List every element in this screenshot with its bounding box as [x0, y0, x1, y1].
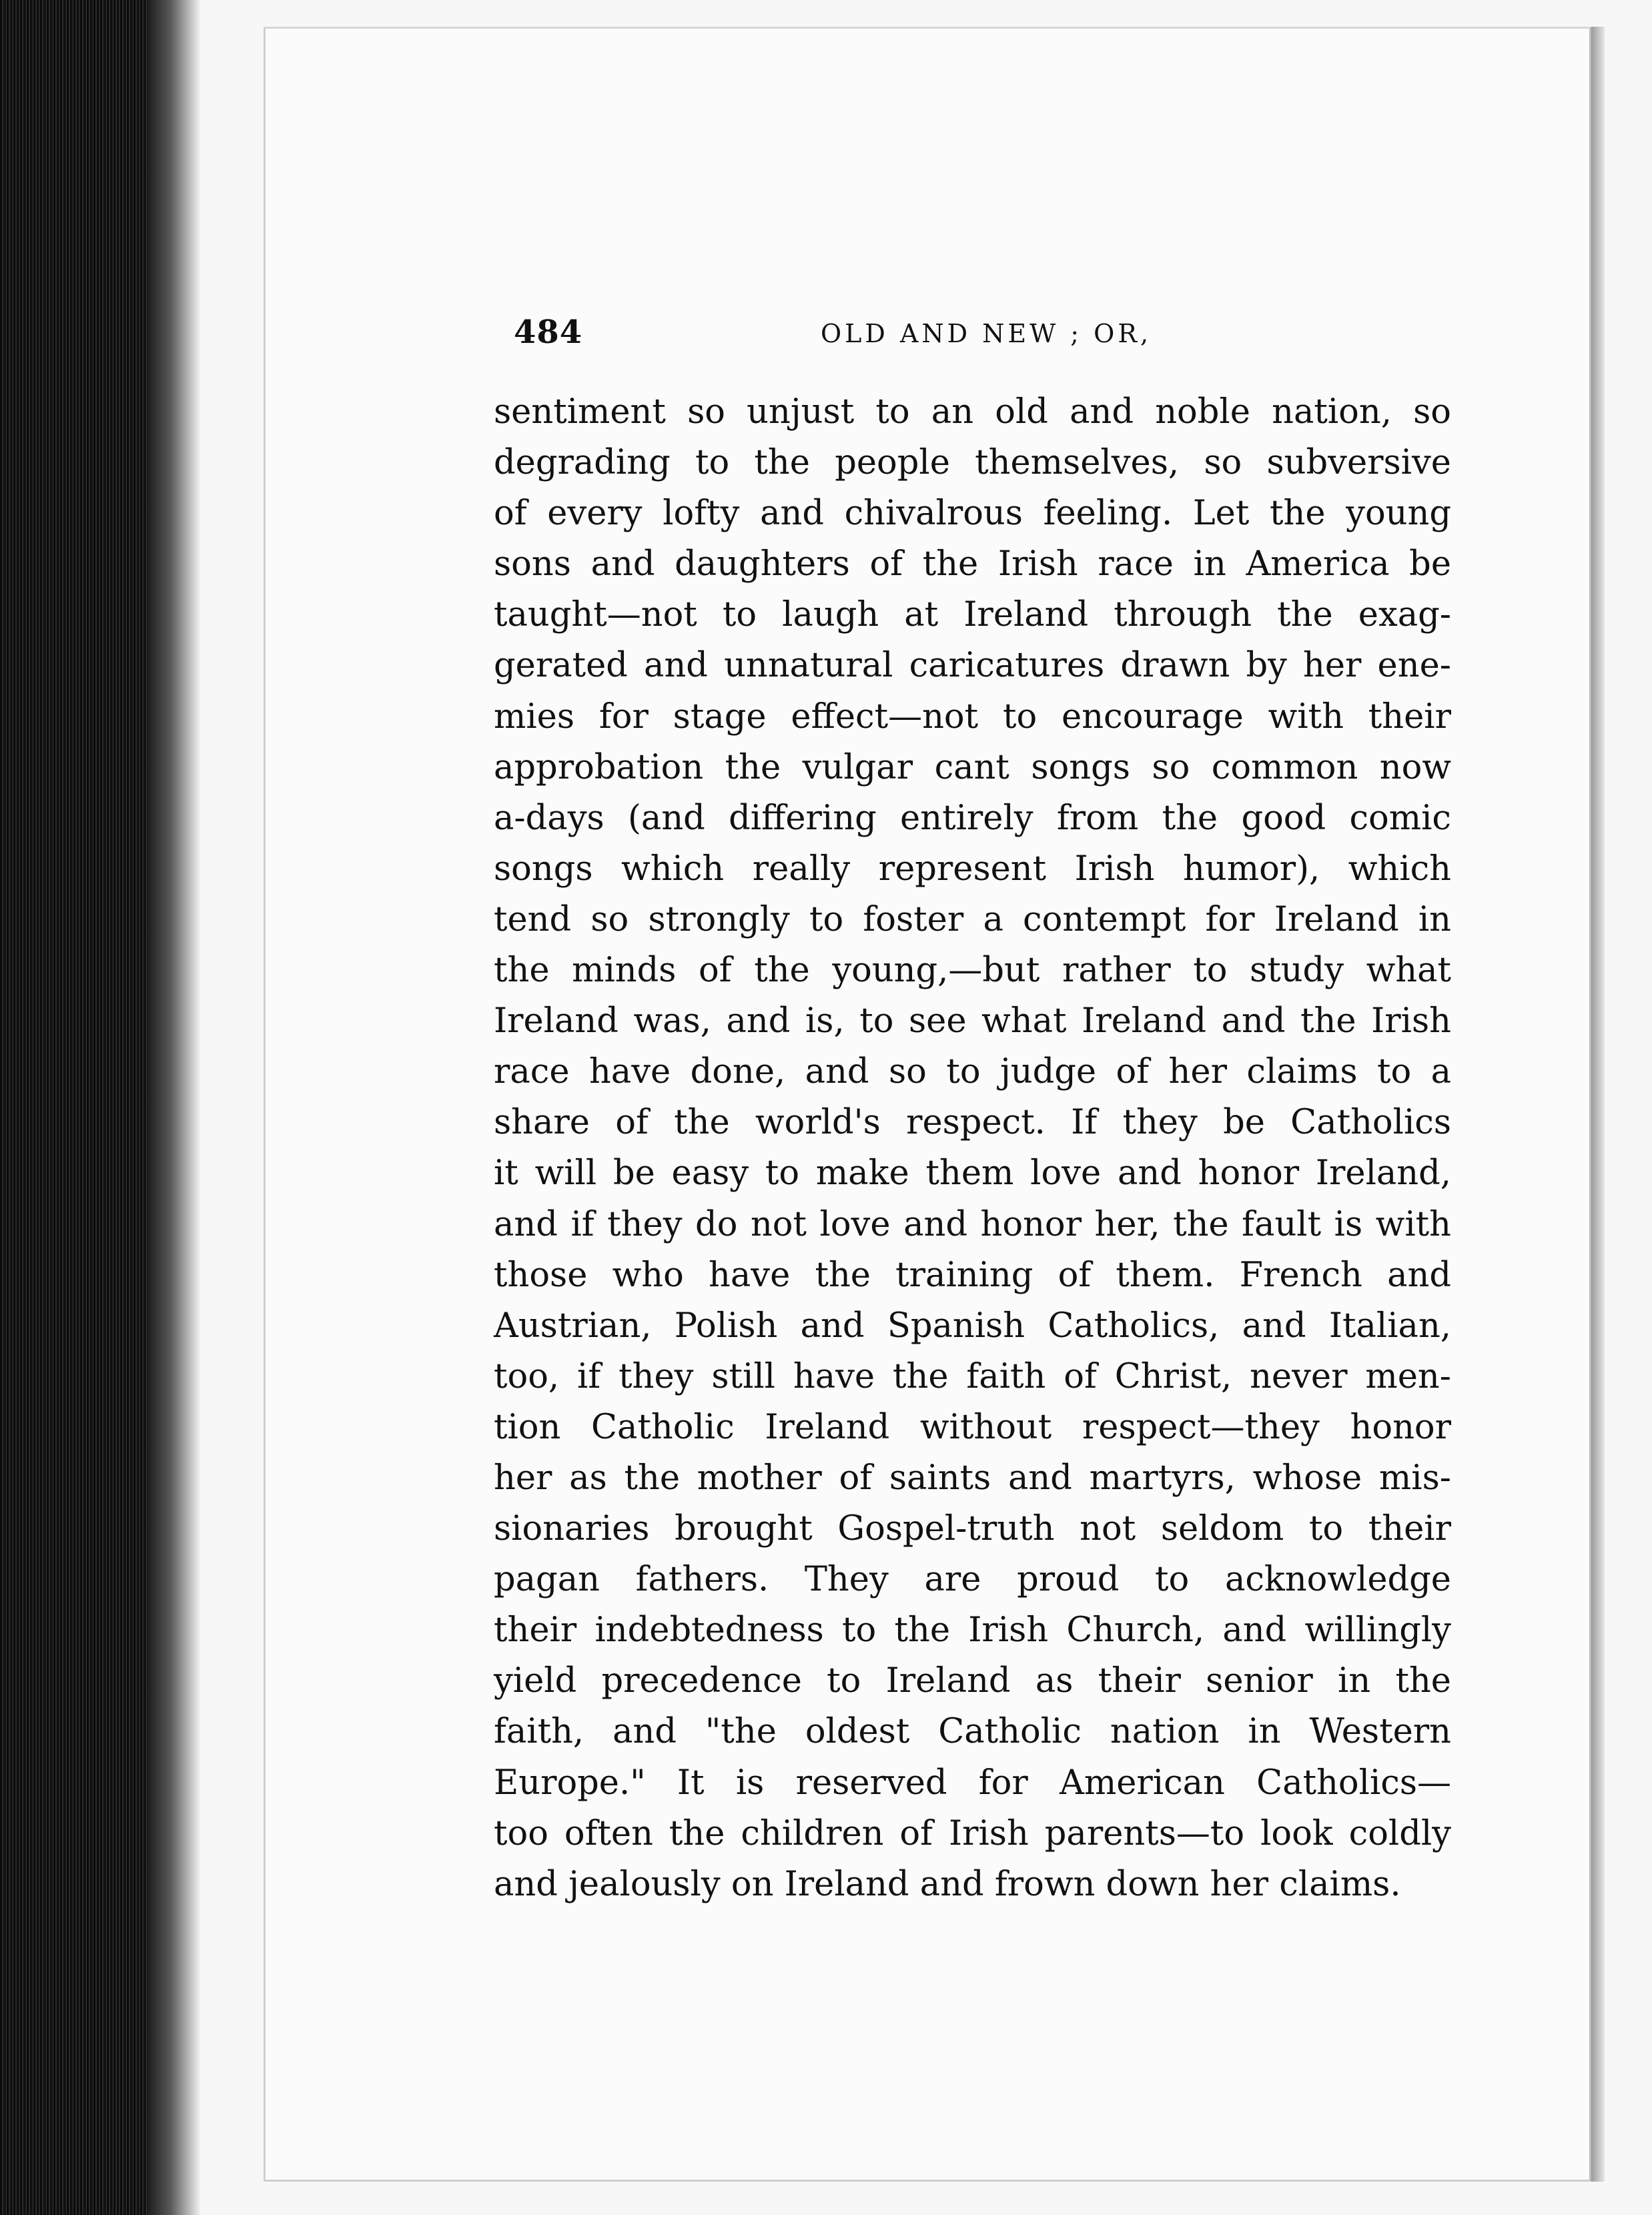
text-line: sentiment so unjust to an old and noble nation, so [494, 392, 1451, 432]
text-line: sionaries brought Gospel-truth not seldom to their [494, 1509, 1451, 1549]
text-line: mies for stage effect—not to encourage with their [494, 697, 1451, 737]
running-head [514, 314, 1475, 360]
text-line: too, if they still have the faith of Christ, never men- [494, 1356, 1451, 1396]
text-line: gerated and unnatural caricatures drawn by her ene- [494, 646, 1451, 686]
body-text [494, 387, 1451, 1910]
text-line: and if they do not love and honor her, the fault is with [494, 1204, 1451, 1244]
text-line: race have done, and so to judge of her claims to a [494, 1052, 1451, 1092]
text-line: her as the mother of saints and martyrs, whose mis- [494, 1458, 1451, 1498]
page-number: 484 [514, 314, 583, 351]
text-line: the minds of the young,—but rather to study what [494, 951, 1451, 991]
text-line: those who have the training of them. French and [494, 1255, 1451, 1295]
text-line: Europe." It is reserved for American Catholics— [494, 1763, 1451, 1803]
text-line: it will be easy to make them love and honor Ireland, [494, 1154, 1451, 1194]
text-line: sons and daughters of the Irish race in America be [494, 544, 1451, 584]
right-page-edge [1591, 27, 1605, 2182]
binding-edge-shadow [147, 0, 200, 2215]
text-line: degrading to the people themselves, so subversive [494, 443, 1451, 483]
text-line: tion Catholic Ireland without respect—they honor [494, 1407, 1451, 1447]
text-line: and jealously on Ireland and frown down her claims. [494, 1864, 1401, 1904]
text-line: Ireland was, and is, to see what Ireland and the Irish [494, 1001, 1451, 1041]
text-line: pagan fathers. They are proud to acknowledge [494, 1560, 1451, 1600]
text-line: Austrian, Polish and Spanish Catholics, and Italian, [494, 1306, 1451, 1346]
running-title: OLD AND NEW ; OR, [821, 319, 1152, 348]
text-line: too often the children of Irish parents—to look coldly [494, 1813, 1451, 1853]
text-line: approbation the vulgar cant songs so common now [494, 747, 1451, 787]
text-line: faith, and "the oldest Catholic nation in Western [494, 1712, 1451, 1752]
text-line: of every lofty and chivalrous feeling. Let the young [494, 494, 1451, 534]
text-line: yield precedence to Ireland as their senior in the [494, 1661, 1451, 1701]
text-line: their indebtedness to the Irish Church, and willingly [494, 1611, 1451, 1651]
text-line: a-days (and differing entirely from the good comic [494, 798, 1451, 838]
text-line: songs which really represent Irish humor), which [494, 849, 1451, 889]
book-binding [0, 0, 153, 2215]
text-line: taught—not to laugh at Ireland through the exag- [494, 595, 1451, 635]
text-line: share of the world's respect. If they be Catholics [494, 1103, 1451, 1143]
text-line: tend so strongly to foster a contempt for Ireland in [494, 899, 1451, 939]
